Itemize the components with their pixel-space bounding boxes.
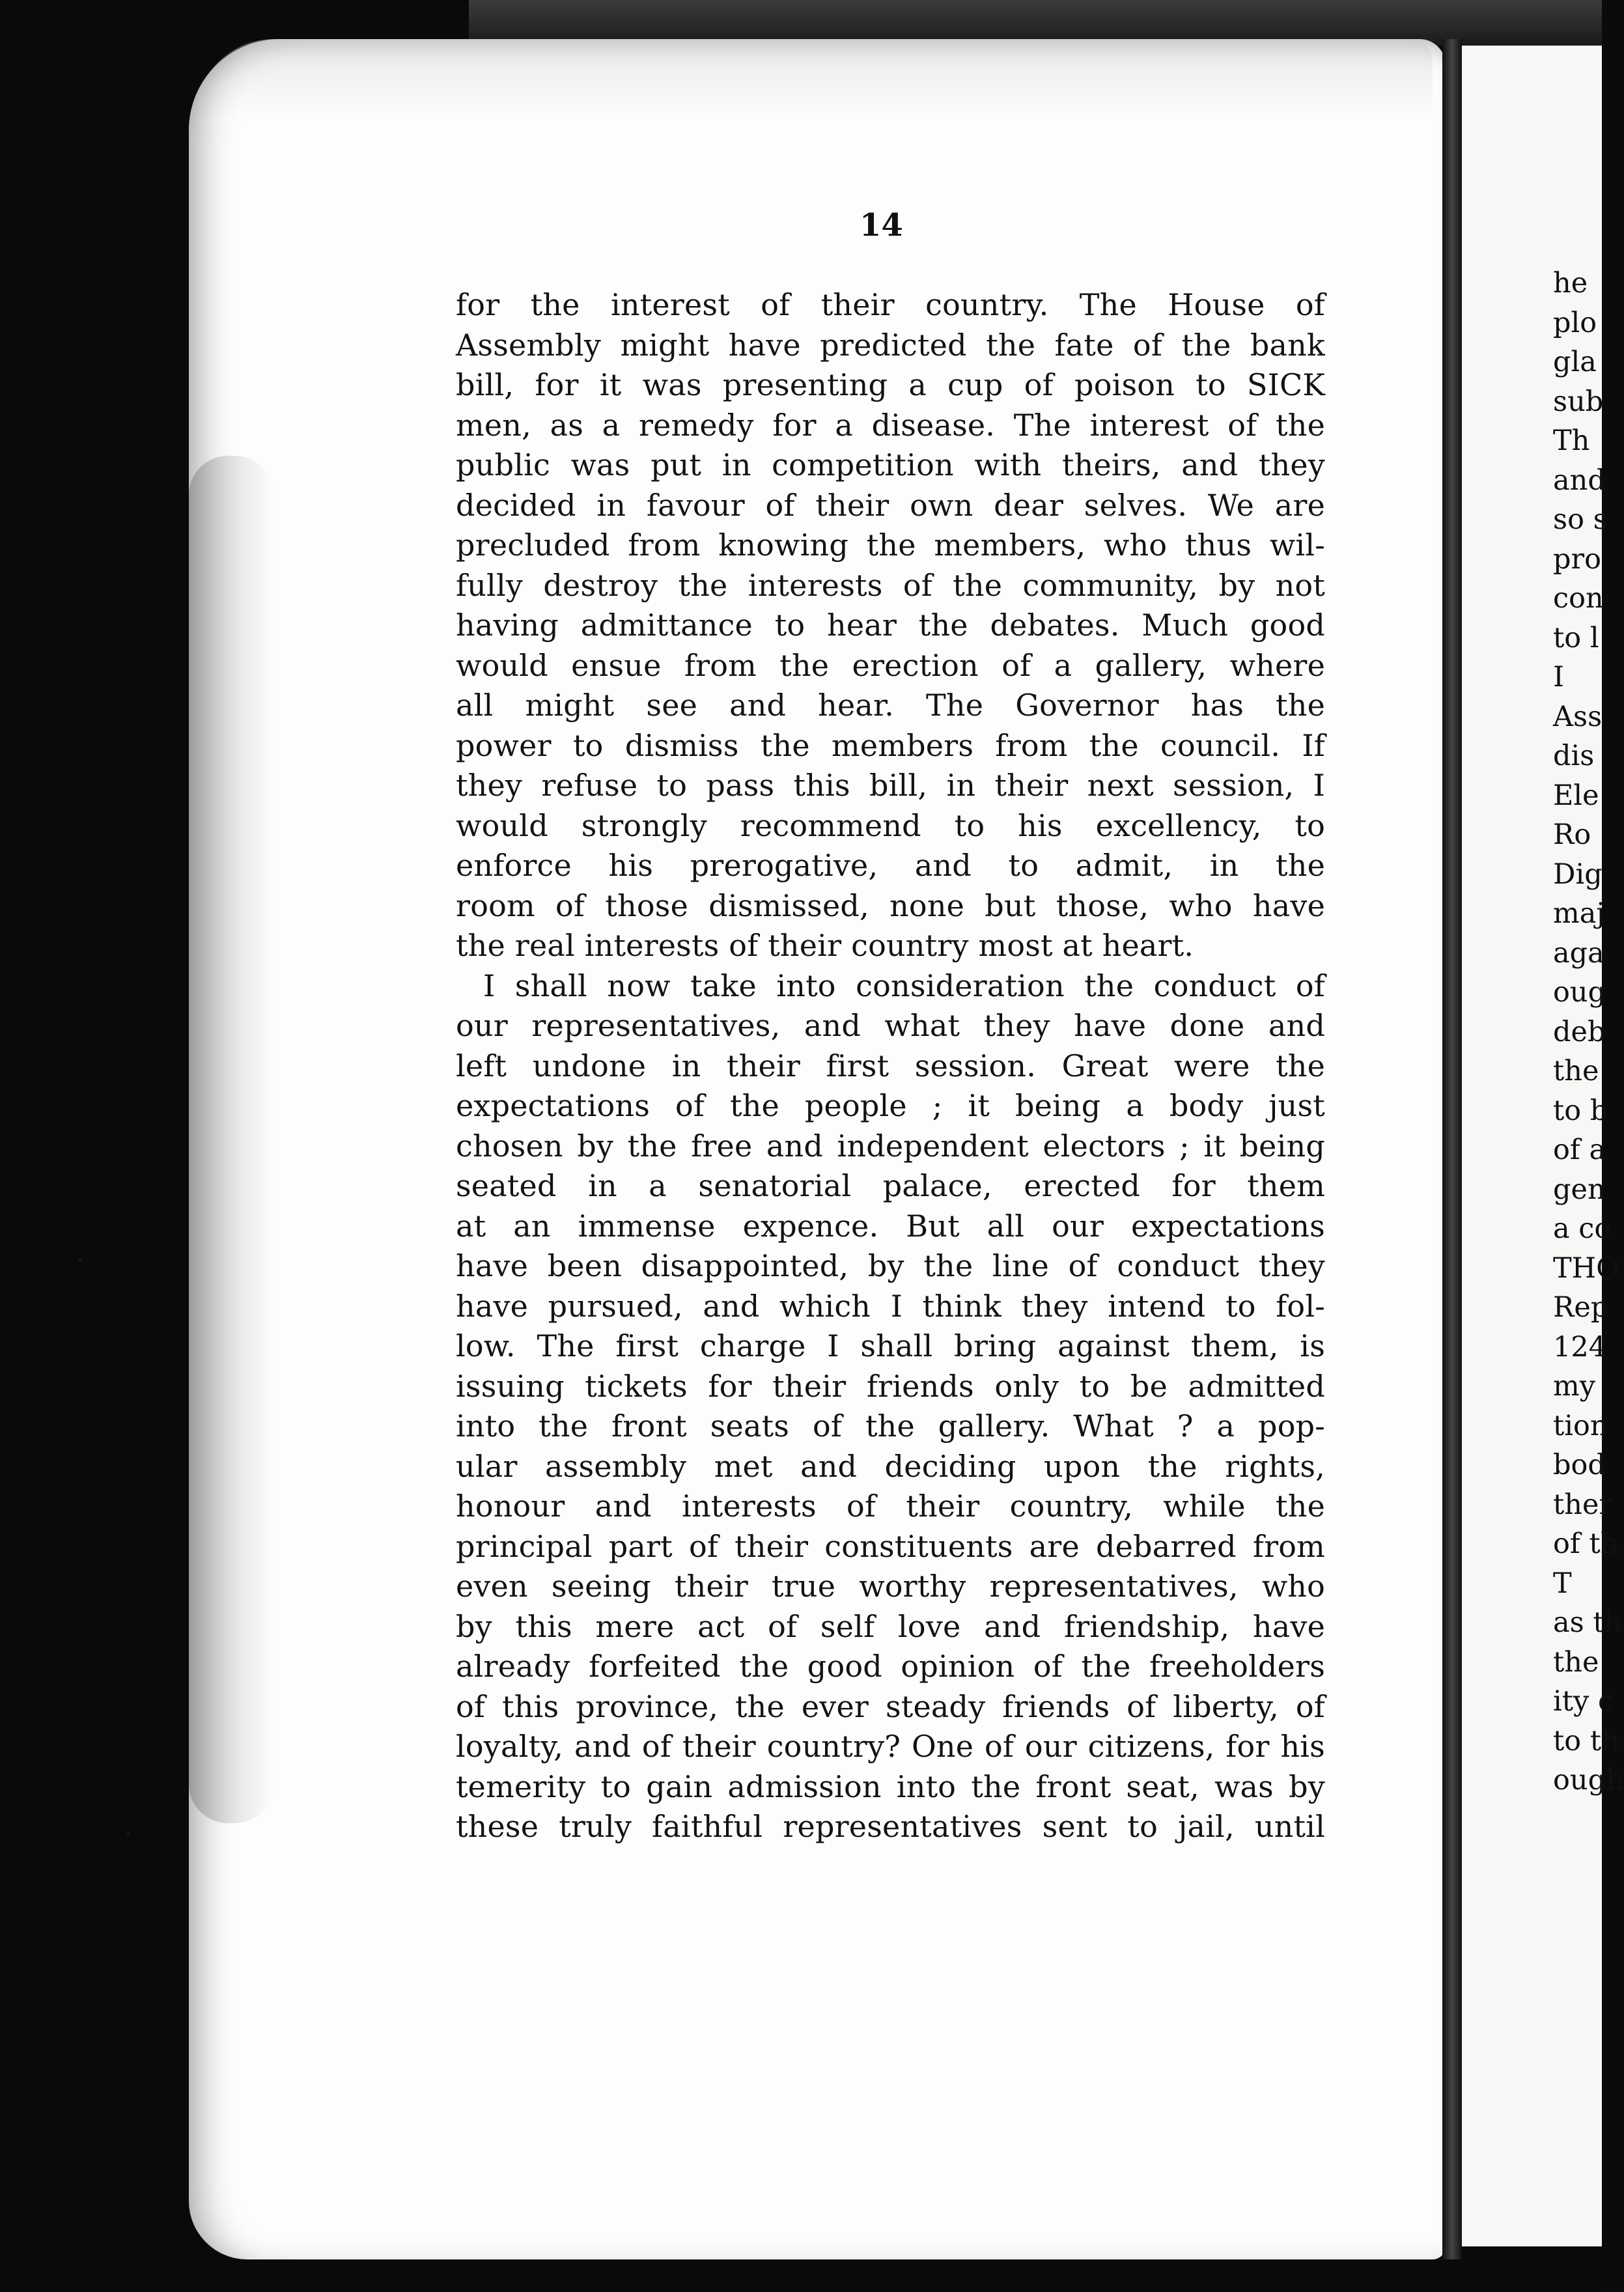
facing-page-line: a co (1553, 1212, 1612, 1245)
facing-page-line: the (1553, 1055, 1599, 1087)
text-line: at an immense expence. But all our expectations (456, 1208, 1325, 1244)
facing-page-line: gla (1553, 346, 1597, 378)
text-line: principal part of their constituents are debarred from (456, 1528, 1325, 1564)
facing-page-line: pro (1553, 542, 1601, 576)
text-line: honour and interests of their country, while the (456, 1488, 1325, 1524)
text-line: fully destroy the interests of the community, by not (456, 567, 1325, 603)
text-line: the real interests of their country most at heart. (456, 928, 1194, 963)
facing-page-line: and (1553, 464, 1606, 497)
facing-page-line: ity c (1553, 1685, 1614, 1718)
facing-page-line: Rep (1553, 1291, 1609, 1324)
facing-page-line: maj (1553, 897, 1605, 930)
text-line: our representatives, and what they have done and (456, 1008, 1325, 1043)
facing-page-line: bod (1553, 1449, 1606, 1481)
facing-page-line: I (1553, 661, 1564, 693)
text-line: men, as a remedy for a disease. The interest of the (456, 407, 1325, 443)
facing-page-line: he (1553, 267, 1588, 300)
facing-page-line: aga (1553, 936, 1604, 970)
text-line: even seeing their true worthy representatives, who (456, 1569, 1325, 1604)
text-line: precluded from knowing the members, who thus wil- (456, 527, 1325, 563)
facing-page-line: to b (1553, 1094, 1608, 1127)
facing-page-line: to th (1553, 1724, 1619, 1757)
text-line: chosen by the free and independent electors ; it being (456, 1128, 1325, 1164)
body-text (456, 285, 1325, 1847)
text-line: these truly faithful representatives sent to jail, until (456, 1809, 1325, 1844)
text-line: already forfeited the good opinion of the freeholders (456, 1649, 1325, 1684)
facing-page-line: dis (1553, 740, 1595, 772)
facing-page-line: tion (1553, 1409, 1608, 1442)
facing-page-line: Ele (1553, 779, 1599, 812)
text-line: for the interest of their country. The House of (456, 287, 1325, 322)
facing-page-line: 124 (1553, 1330, 1607, 1363)
facing-page-line: Ro (1553, 818, 1591, 851)
text-line: bill, for it was presenting a cup of poison to SICK (456, 367, 1325, 402)
facing-page-line: ough (1553, 1764, 1624, 1796)
text-line: enforce his prerogative, and to admit, in the (456, 848, 1325, 883)
text-line: seated in a senatorial palace, erected for them (456, 1168, 1325, 1203)
text-line: would strongly recommend to his excellency, to (456, 807, 1325, 843)
text-line: all might see and hear. The Governor has the (456, 688, 1325, 723)
text-line: into the front seats of the gallery. What ? a pop- (456, 1408, 1325, 1444)
text-line: they refuse to pass this bill, in their next session, I (456, 768, 1325, 803)
text-line: Assembly might have predicted the fate of the bank (456, 327, 1325, 363)
text-line: have been disappointed, by the line of conduct they (456, 1248, 1325, 1283)
facing-page-line: plo (1553, 306, 1597, 339)
facing-page-line: of th (1553, 1528, 1619, 1560)
facing-page-line: to l (1553, 621, 1599, 654)
text-line: expectations of the people ; it being a body just (456, 1088, 1325, 1123)
text-line: having admittance to hear the debates. Much good (456, 608, 1325, 643)
facing-page-line: deb (1553, 1015, 1606, 1048)
facing-page-line: the (1553, 1645, 1599, 1679)
facing-page-line: THO (1553, 1251, 1619, 1285)
book-gutter (1442, 39, 1462, 2259)
facing-page-line: so s (1553, 503, 1608, 536)
text-line: I shall now take into consideration the conduct of (483, 968, 1325, 1003)
text-line: ular assembly met and deciding upon the rights, (456, 1448, 1325, 1484)
text-line: loyalty, and of their country? One of our citizens, for his (456, 1729, 1325, 1764)
text-line: by this mere act of self love and friendship, have (456, 1608, 1325, 1644)
text-line: decided in favour of their own dear selves. We are (456, 487, 1325, 523)
facing-page-line: of a (1553, 1134, 1606, 1166)
facing-page-line: Th (1553, 425, 1590, 457)
facing-page-line: as th (1553, 1606, 1623, 1639)
facing-page-line: Dig (1553, 858, 1603, 891)
text-line: would ensue from the erection of a gallery, where (456, 647, 1325, 683)
text-line: left undone in their first session. Great were the (456, 1048, 1325, 1083)
facing-page-line: gen (1553, 1173, 1606, 1206)
text-line: low. The first charge I shall bring against them, is (456, 1328, 1325, 1363)
facing-page-line: sub (1553, 385, 1604, 418)
text-line: room of those dismissed, none but those, who have (456, 887, 1325, 923)
text-line: issuing tickets for their friends only to be admitted (456, 1368, 1325, 1404)
torn-page-edge (189, 456, 273, 1823)
text-line: of this province, the ever steady friends of liberty, of (456, 1688, 1325, 1724)
facing-page-line: ther (1553, 1488, 1612, 1521)
page-number: 14 (860, 207, 903, 244)
text-line: temerity to gain admission into the front seat, was by (456, 1768, 1325, 1804)
facing-page-line: oug (1553, 976, 1606, 1009)
facing-page-line: con (1553, 582, 1604, 615)
text-line: power to dismiss the members from the council. If (456, 727, 1325, 763)
facing-page-line: Ass (1553, 700, 1603, 733)
page-top-shadow (195, 39, 1433, 117)
facing-page-line: my (1553, 1370, 1596, 1403)
text-line: public was put in competition with theirs, and they (456, 447, 1325, 482)
text-line: have pursued, and which I think they intend to fol- (456, 1288, 1325, 1324)
facing-page-line: T (1553, 1567, 1572, 1600)
